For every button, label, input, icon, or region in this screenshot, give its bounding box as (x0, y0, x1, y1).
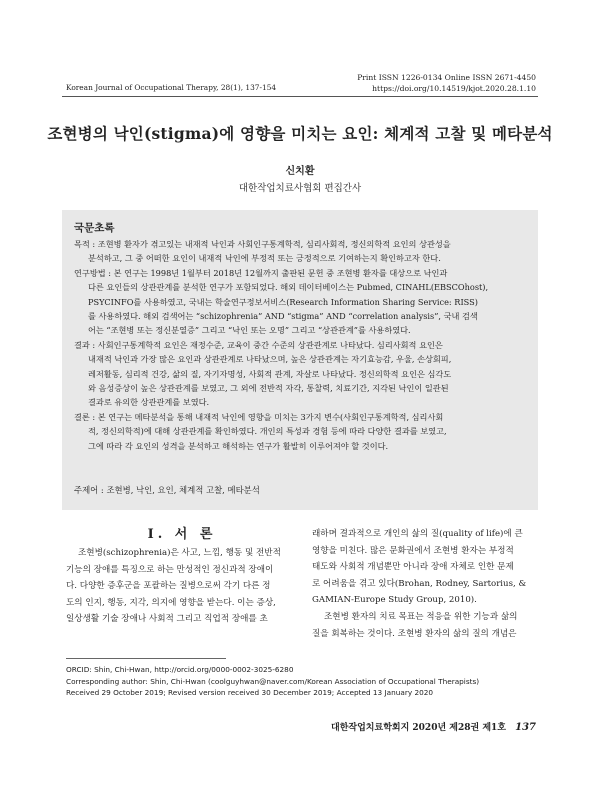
method-label: 연구방법 : (74, 267, 111, 278)
keywords-label: 주제어 : (74, 485, 104, 495)
method-line: 를 사용하였다. 해외 검색어는 “schizophrenia” AND “stigma” AND “correlation analysis”, 국내 검색 (88, 311, 478, 322)
orcid-note[interactable]: ORCID: Shin, Chi-Hwan, http://orcid.org/0000-0002-3025-6280 (66, 665, 294, 674)
result-line: 내재적 낙인과 가장 많은 요인과 상관관계로 나타났으며, 높은 상관관계는 자기효능감, 우울, 손상회피, (88, 354, 452, 365)
footnote-divider (66, 658, 226, 659)
abstract-conclusion (74, 410, 530, 453)
body-line: 로 어려움을 겪고 있다(Brohan, Rodney, Sartorius, & (312, 578, 527, 589)
purpose-line: 조현병 환자가 겪고있는 내재적 낙인과 사회인구통계학적, 심리사회적, 정신의학적 요인의 상관성을 (97, 239, 451, 249)
header-divider (62, 96, 538, 97)
result-line: 와 음성증상이 높은 상관관계를 보였고, 그 외에 전반적 자각, 통찰력, 치료기간, 지각된 낙인이 일관된 (88, 383, 449, 394)
page-footer (331, 720, 536, 733)
received-dates-note: Received 29 October 2019; Revised version received 30 December 2019; Accepted 13 January 2020 (66, 688, 434, 698)
body-line: 일상생활 기술 장애나 사회적 그리고 직업적 장애를 초 (66, 614, 268, 625)
abstract-purpose (74, 237, 530, 266)
issn-info (357, 72, 536, 94)
body-column-right (312, 526, 536, 642)
keywords-list: 조현병, 낙인, 요인, 체계적 고찰, 메타분석 (106, 485, 260, 495)
page-number: 137 (515, 722, 536, 733)
method-line: 어는 “조현병 또는 정신분열증” 그리고 “낙인 또는 오명” 그리고 “상관관계”를 사용하였다. (88, 325, 411, 336)
abstract-result (74, 338, 530, 410)
method-line: PSYCINFO를 사용하였고, 국내는 학술연구정보서비스(Research Information Sharing Service: RISS) (88, 296, 478, 307)
journal-citation: Korean Journal of Occupational Therapy, 28(1), 137-154 (66, 83, 277, 92)
abstract-body (74, 237, 530, 453)
method-line: 다른 요인들의 상관관계를 분석한 연구가 포함되었다. 해외 데이터베이스는 Pubmed, CINAHL(EBSCOhost), (88, 282, 489, 293)
doi-link[interactable]: https://doi.org/10.14519/kjot.2020.28.1.10 (372, 84, 536, 93)
body-line: 조현병 환자의 치료 목표는 적응을 위한 기능과 삶의 (324, 611, 518, 622)
footer-journal-issue: 대한작업치료학회지 2020년 제28권 제1호 (331, 723, 506, 733)
section-heading: Ⅰ. 서 론 (147, 527, 217, 542)
conclusion-line: 적, 정신의학적)에 대해 상관관계를 확인하였다. 개인의 특성과 경험 등에 따라 다양한 결과를 보였고, (88, 426, 447, 437)
abstract-method (74, 266, 530, 338)
conclusion-line: 본 연구는 메타분석을 통해 내재적 낙인에 영향을 미치는 3가지 변수(사회인구통계학적, 심리사회 (97, 411, 444, 422)
keywords (74, 484, 260, 496)
method-line: 본 연구는 1998년 1월부터 2018년 12월까지 출판된 문헌 중 조현병 환자를 대상으로 낙인과 (113, 267, 448, 278)
body-line: 래하며 결과적으로 개인의 삶의 질(quality of life)에 큰 (312, 529, 523, 539)
author-affiliation: 대한작업치료사협회 편집간사 (238, 183, 362, 194)
paper-title: 조현병의 낙인(stigma)에 영향을 미치는 요인: 체계적 고찰 및 메타분석 (47, 124, 553, 143)
conclusion-line: 그에 따라 각 요인의 성격을 분석하고 해석하는 연구가 활발히 이루어져야 할 것이다. (88, 440, 389, 451)
body-line: 조현병(schizophrenia)은 사고, 느낌, 행동 및 전반적 (78, 548, 281, 558)
abstract-heading: 국문초록 (74, 222, 115, 234)
body-line: GAMIAN-Europe Study Group, 2010). (312, 595, 477, 606)
body-line: 도의 인지, 행동, 지각, 의지에 영향을 받는다. 이는 증상, (66, 597, 276, 608)
author-name: 신치환 (285, 166, 315, 177)
corresponding-author-note: Corresponding author: Shin, Chi-Hwan (coolguyhwan@naver.com/Korean Association of Occupational Therapists) (66, 676, 480, 686)
purpose-label: 목적 : (74, 239, 96, 249)
footnotes (66, 664, 479, 699)
result-line: 사회인구통계학적 요인은 재정수준, 교육이 중간 수준의 상관관계로 나타났다. 심리사회적 요인은 (97, 339, 443, 350)
issn-line: Print ISSN 1226-0134 Online ISSN 2671-4450 (357, 73, 536, 82)
body-line: 영향을 미친다. 많은 문화권에서 조현병 환자는 부정적 (312, 545, 514, 556)
result-label: 결과 : (74, 339, 96, 350)
result-line: 결과로 유의한 상관관계를 보였다. (88, 397, 210, 408)
body-column-left (66, 545, 298, 628)
body-line: 기능의 장애를 특징으로 하는 만성적인 정신과적 장애이 (66, 564, 274, 575)
body-line: 태도와 사회적 개념뿐만 아니라 장애 자체로 인한 문제 (312, 562, 514, 573)
purpose-line: 분석하고, 그 중 어떠한 요인이 내재적 낙인에 부정적 또는 긍정적으로 기여하는지 확인하고자 한다. (88, 253, 441, 264)
conclusion-label: 결론 : (74, 411, 96, 422)
result-line: 레저활동, 심리적 건강, 삶의 질, 자기자명성, 사회적 관계, 자살로 나타났다. 정신의학적 요인은 심각도 (88, 368, 452, 379)
body-line: 질을 회복하는 것이다. 조현병 환자의 삶의 질의 개념은 (312, 628, 517, 639)
body-line: 다. 다양한 증후군을 포괄하는 질병으로써 각기 다른 정 (66, 581, 271, 592)
